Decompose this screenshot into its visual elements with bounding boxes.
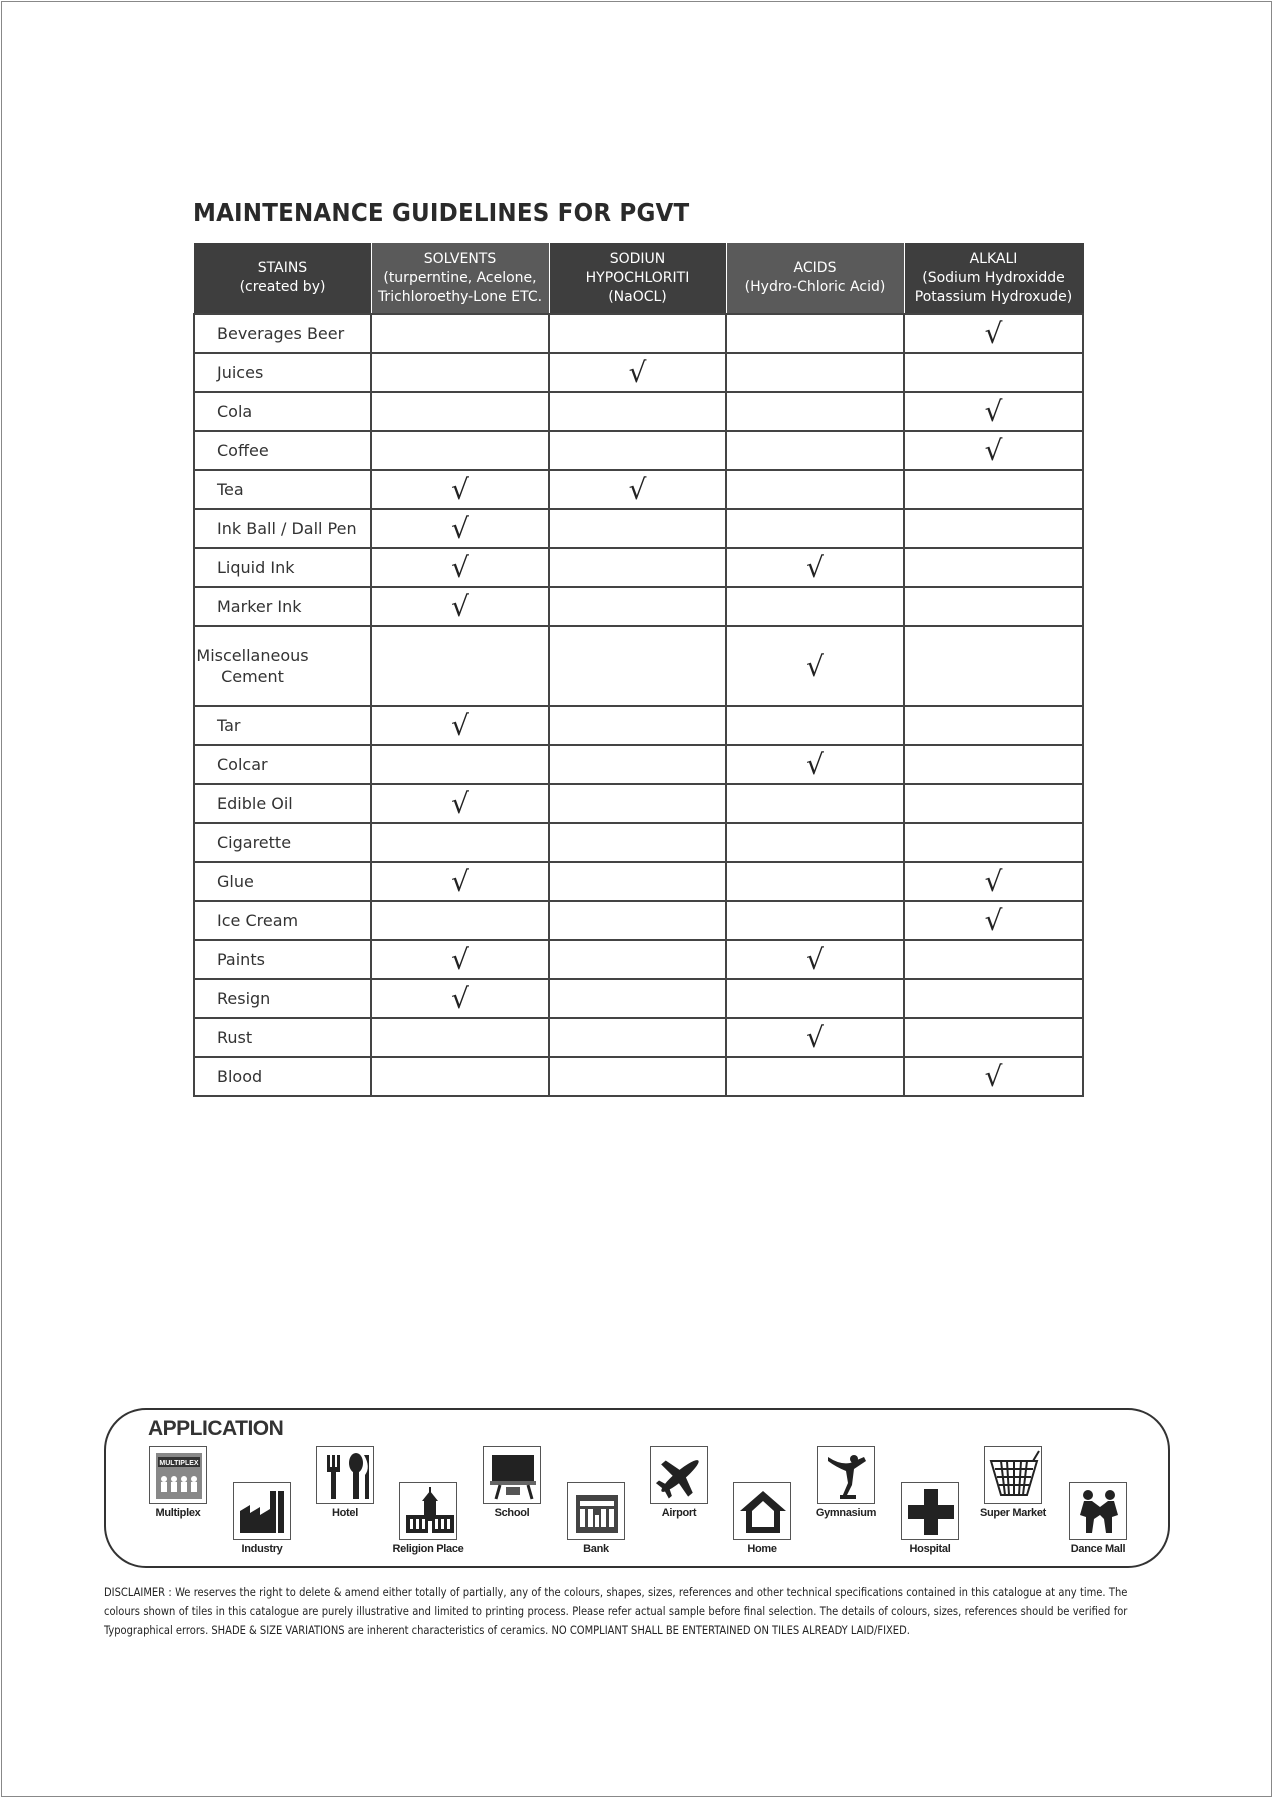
column-header bbox=[549, 243, 726, 314]
table-body bbox=[194, 314, 1083, 1096]
column-header bbox=[726, 243, 904, 314]
stain-name: Juices bbox=[194, 353, 371, 392]
column-header-line: (created by) bbox=[239, 279, 326, 295]
dancers-icon bbox=[1069, 1482, 1127, 1540]
empty-cell bbox=[904, 548, 1083, 587]
stain-name: Tea bbox=[194, 470, 371, 509]
table-row bbox=[194, 548, 1083, 587]
empty-cell bbox=[371, 901, 549, 940]
empty-cell bbox=[726, 392, 904, 431]
check-mark: √ bbox=[371, 548, 549, 587]
application-label: Religion Place bbox=[392, 1543, 464, 1555]
empty-cell bbox=[904, 1018, 1083, 1057]
multiplex-badge: MULTIPLEX bbox=[159, 1460, 199, 1467]
table-row bbox=[194, 392, 1083, 431]
stain-name bbox=[194, 626, 371, 706]
table-row bbox=[194, 940, 1083, 979]
stain-name: Resign bbox=[194, 979, 371, 1018]
empty-cell bbox=[726, 587, 904, 626]
table-row bbox=[194, 979, 1083, 1018]
table-row bbox=[194, 470, 1083, 509]
empty-cell bbox=[549, 431, 726, 470]
column-header-line: (NaOCL) bbox=[608, 288, 667, 305]
stain-name: Coffee bbox=[194, 431, 371, 470]
empty-cell bbox=[904, 470, 1083, 509]
empty-cell bbox=[726, 979, 904, 1018]
empty-cell bbox=[549, 901, 726, 940]
empty-cell bbox=[549, 392, 726, 431]
application-label: School bbox=[494, 1507, 530, 1519]
empty-cell bbox=[726, 431, 904, 470]
column-header bbox=[194, 243, 371, 314]
empty-cell bbox=[549, 587, 726, 626]
column-header-line: SOLVENTS bbox=[423, 250, 497, 267]
stain-name: Cigarette bbox=[194, 823, 371, 862]
column-header-line: ALKALI bbox=[969, 250, 1018, 267]
application-label: Hotel bbox=[331, 1507, 358, 1519]
application-label: Home bbox=[747, 1543, 777, 1555]
column-header-line: HYPOCHLORITI bbox=[585, 269, 690, 286]
stain-name: Liquid Ink bbox=[194, 548, 371, 587]
check-mark: √ bbox=[371, 940, 549, 979]
check-mark: √ bbox=[371, 979, 549, 1018]
application-label: Hospital bbox=[909, 1543, 951, 1555]
stain-name: Edible Oil bbox=[194, 784, 371, 823]
bank-building-icon bbox=[567, 1482, 625, 1540]
multiplex-icon bbox=[149, 1446, 207, 1504]
page-title: MAINTENANCE GUIDELINES FOR PGVT bbox=[193, 198, 690, 227]
empty-cell bbox=[904, 626, 1083, 706]
stain-name: Rust bbox=[194, 1018, 371, 1057]
empty-cell bbox=[371, 823, 549, 862]
empty-cell bbox=[904, 706, 1083, 745]
column-header bbox=[371, 243, 549, 314]
empty-cell bbox=[549, 823, 726, 862]
check-mark: √ bbox=[904, 901, 1083, 940]
empty-cell bbox=[371, 314, 549, 353]
check-mark: √ bbox=[726, 626, 904, 706]
application-title: APPLICATION bbox=[148, 1417, 284, 1440]
empty-cell bbox=[726, 706, 904, 745]
empty-cell bbox=[726, 901, 904, 940]
column-header-line: SODIUN bbox=[609, 250, 666, 267]
empty-cell bbox=[726, 509, 904, 548]
check-mark: √ bbox=[726, 745, 904, 784]
column-header bbox=[904, 243, 1083, 314]
table-row bbox=[194, 901, 1083, 940]
empty-cell bbox=[726, 353, 904, 392]
maintenance-table bbox=[193, 243, 1084, 1097]
empty-cell bbox=[549, 745, 726, 784]
blackboard-icon bbox=[483, 1446, 541, 1504]
table-row bbox=[194, 706, 1083, 745]
check-mark: √ bbox=[371, 784, 549, 823]
stain-name: Colcar bbox=[194, 745, 371, 784]
empty-cell bbox=[904, 784, 1083, 823]
empty-cell bbox=[549, 509, 726, 548]
gymnast-icon bbox=[817, 1446, 875, 1504]
application-item bbox=[1043, 1482, 1153, 1555]
empty-cell bbox=[549, 940, 726, 979]
application-label: Industry bbox=[241, 1543, 283, 1555]
column-header-line: STAINS bbox=[257, 260, 308, 276]
check-mark: √ bbox=[371, 587, 549, 626]
stain-name: Marker Ink bbox=[194, 587, 371, 626]
empty-cell bbox=[549, 1057, 726, 1096]
table-row bbox=[194, 431, 1083, 470]
check-mark: √ bbox=[549, 470, 726, 509]
medical-cross-icon bbox=[901, 1482, 959, 1540]
stain-name: Ice Cream bbox=[194, 901, 371, 940]
stain-name: Glue bbox=[194, 862, 371, 901]
empty-cell bbox=[549, 784, 726, 823]
table-row bbox=[194, 353, 1083, 392]
application-label: Multiplex bbox=[155, 1507, 201, 1519]
stain-name-line: Miscellaneous bbox=[196, 646, 309, 665]
table-row bbox=[194, 314, 1083, 353]
table-header-row bbox=[194, 243, 1083, 314]
table-row bbox=[194, 784, 1083, 823]
check-mark: √ bbox=[904, 431, 1083, 470]
empty-cell bbox=[904, 587, 1083, 626]
check-mark: √ bbox=[726, 1018, 904, 1057]
stain-name: Paints bbox=[194, 940, 371, 979]
column-header-line: (Sodium Hydroxidde bbox=[922, 269, 1065, 286]
check-mark: √ bbox=[904, 314, 1083, 353]
table-row bbox=[194, 862, 1083, 901]
column-header-line: Trichloroethy-Lone ETC. bbox=[377, 288, 543, 305]
table-row bbox=[194, 1057, 1083, 1096]
empty-cell bbox=[371, 626, 549, 706]
empty-cell bbox=[549, 548, 726, 587]
house-icon bbox=[733, 1482, 791, 1540]
empty-cell bbox=[726, 862, 904, 901]
factory-icon bbox=[233, 1482, 291, 1540]
empty-cell bbox=[549, 1018, 726, 1057]
empty-cell bbox=[371, 431, 549, 470]
application-label: Gymnasium bbox=[815, 1507, 877, 1519]
disclaimer-text: DISCLAIMER : We reserves the right to delete & amend either totally of partially, any of the colours, shapes, sizes, references and other technical specifications contained in this catalogue at any time. The colours shown of tiles in this catalogue are purely illustrative and limited to printing process. Please refer actual sample before final selection. The details of colours, sizes, references should be verified for Typographical errors. SHADE & SIZE VARIATIONS are inherent characteristics of ceramics. NO COMPLIANT SHALL BE ENTERTAINED ON TILES ALREADY LAID/FIXED. bbox=[104, 1585, 1128, 1637]
empty-cell bbox=[549, 626, 726, 706]
empty-cell bbox=[549, 979, 726, 1018]
stain-name: Tar bbox=[194, 706, 371, 745]
empty-cell bbox=[726, 1057, 904, 1096]
empty-cell bbox=[371, 1057, 549, 1096]
empty-cell bbox=[549, 862, 726, 901]
empty-cell bbox=[726, 823, 904, 862]
check-mark: √ bbox=[371, 509, 549, 548]
empty-cell bbox=[549, 314, 726, 353]
application-label: Dance Mall bbox=[1070, 1543, 1126, 1555]
empty-cell bbox=[371, 1018, 549, 1057]
column-header-line: Potassium Hydroxude) bbox=[914, 288, 1073, 305]
table-row bbox=[194, 823, 1083, 862]
empty-cell bbox=[371, 745, 549, 784]
empty-cell bbox=[726, 470, 904, 509]
table-row bbox=[194, 1018, 1083, 1057]
column-header-line: (turperntine, Acelone, bbox=[383, 269, 537, 286]
table-row bbox=[194, 626, 1083, 706]
stain-name: Blood bbox=[194, 1057, 371, 1096]
application-label: Bank bbox=[583, 1543, 609, 1555]
check-mark: √ bbox=[904, 862, 1083, 901]
table-row bbox=[194, 745, 1083, 784]
application-label: Airport bbox=[661, 1507, 697, 1519]
empty-cell bbox=[904, 745, 1083, 784]
empty-cell bbox=[371, 353, 549, 392]
empty-cell bbox=[904, 509, 1083, 548]
airplane-icon bbox=[650, 1446, 708, 1504]
empty-cell bbox=[904, 353, 1083, 392]
check-mark: √ bbox=[904, 392, 1083, 431]
empty-cell bbox=[904, 979, 1083, 1018]
empty-cell bbox=[904, 823, 1083, 862]
check-mark: √ bbox=[371, 862, 549, 901]
check-mark: √ bbox=[371, 706, 549, 745]
check-mark: √ bbox=[726, 548, 904, 587]
church-icon bbox=[399, 1482, 457, 1540]
check-mark: √ bbox=[371, 470, 549, 509]
column-header-line: ACIDS bbox=[793, 260, 837, 276]
stain-name: Beverages Beer bbox=[194, 314, 371, 353]
basket-icon bbox=[984, 1446, 1042, 1504]
table-row bbox=[194, 587, 1083, 626]
check-mark: √ bbox=[549, 353, 726, 392]
empty-cell bbox=[549, 706, 726, 745]
empty-cell bbox=[726, 314, 904, 353]
stain-name: Ink Ball / Dall Pen bbox=[194, 509, 371, 548]
column-header-line: (Hydro-Chloric Acid) bbox=[744, 279, 886, 295]
empty-cell bbox=[726, 784, 904, 823]
table-row bbox=[194, 509, 1083, 548]
stain-name: Cola bbox=[194, 392, 371, 431]
empty-cell bbox=[371, 392, 549, 431]
stain-name-line: Cement bbox=[221, 667, 284, 686]
empty-cell bbox=[904, 940, 1083, 979]
check-mark: √ bbox=[904, 1057, 1083, 1096]
check-mark: √ bbox=[726, 940, 904, 979]
application-label: Super Market bbox=[979, 1507, 1047, 1519]
cutlery-icon bbox=[316, 1446, 374, 1504]
